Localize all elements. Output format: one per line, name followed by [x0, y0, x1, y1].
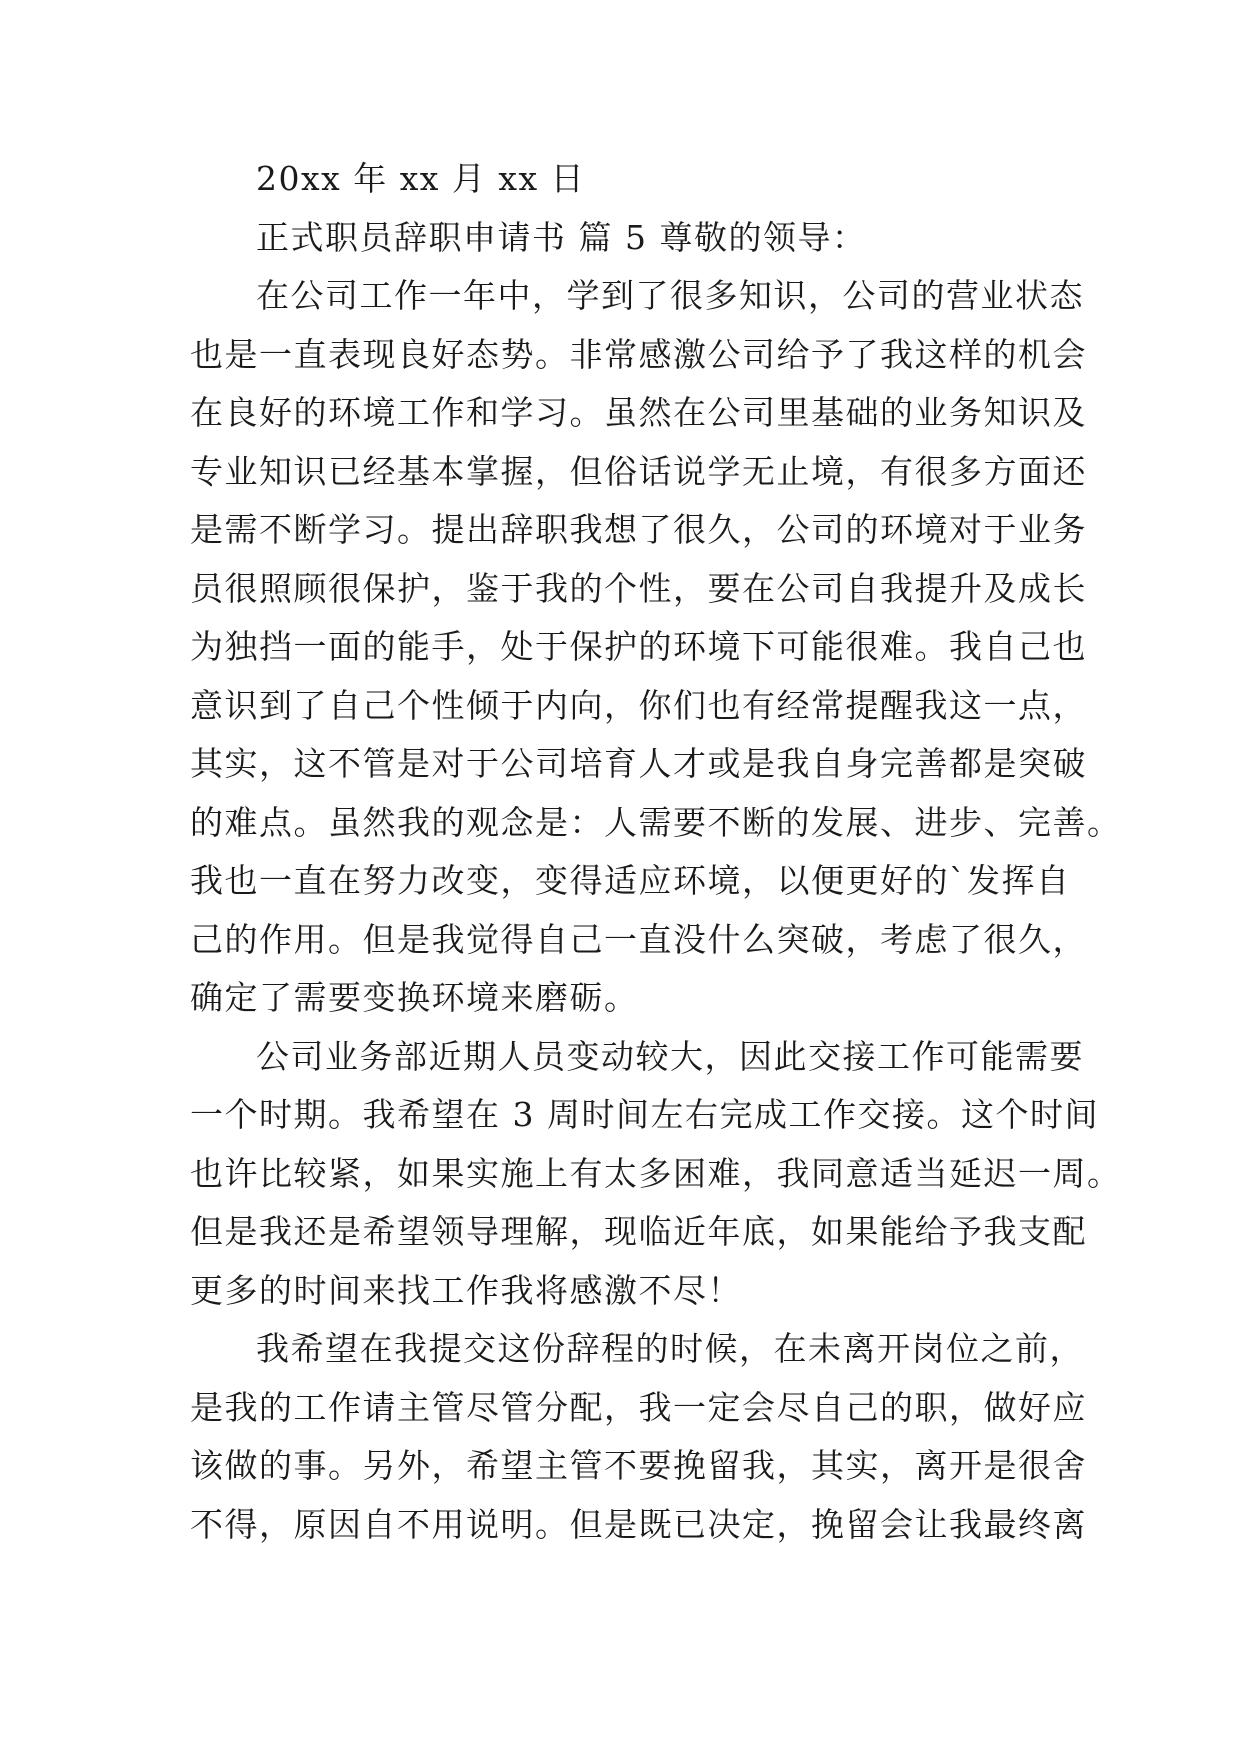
paragraph-line: 意识到了自己个性倾于内向，你们也有经常提醒我这一点， [190, 685, 1087, 725]
date-line: 20xx 年 xx 月 xx 日 [256, 159, 586, 198]
paragraph-line: 也许比较紧，如果实施上有太多困难，我同意适当延迟一周。 [190, 1153, 1122, 1193]
paragraph-2 [190, 1028, 1122, 1321]
paragraph-line: 不得，原因自不用说明。但是既已决定，挽留会让我最终离 [190, 1504, 1087, 1544]
paragraph-line: 更多的时间来找工作我将感激不尽！ [190, 1270, 742, 1310]
paragraph-line: 己的作用。但是我觉得自己一直没什么突破，考虑了很久， [190, 919, 1087, 959]
paragraph-line: 确定了需要变换环境来磨砺。 [190, 978, 639, 1017]
paragraph-3 [190, 1320, 1087, 1554]
paragraph-line: 为独挡一面的能手，处于保护的环境下可能很难。我自己也 [190, 627, 1087, 666]
paragraph-line: 其实，这不管是对于公司培育人才或是我自身完善都是突破 [190, 744, 1087, 783]
heading-line: 正式职员辞职申请书 篇 5 尊敬的领导： [256, 217, 867, 257]
paragraph-line: 专业知识已经基本掌握，但俗话说学无止境，有很多方面还 [190, 451, 1087, 491]
document-body [190, 150, 1122, 1554]
paragraph-line: 也是一直表现良好态势。非常感激公司给予了我这样的机会 [190, 334, 1087, 374]
paragraph-1 [190, 267, 1122, 1028]
paragraph-line: 公司业务部近期人员变动较大，因此交接工作可能需要 [256, 1036, 1084, 1076]
paragraph-line: 该做的事。另外，希望主管不要挽留我，其实，离开是很舍 [190, 1446, 1087, 1485]
paragraph-line: 员很照顾很保护，鉴于我的个性，要在公司自我提升及成长 [190, 568, 1087, 608]
paragraph-line: 在公司工作一年中，学到了很多知识，公司的营业状态 [256, 276, 1084, 315]
paragraph-line: 我希望在我提交这份辞程的时候，在未离开岗位之前， [256, 1329, 1084, 1368]
paragraph-line: 的难点。虽然我的观念是：人需要不断的发展、进步、完善。 [190, 802, 1122, 842]
paragraph-line: 但是我还是希望领导理解，现临近年底，如果能给予我支配 [190, 1212, 1087, 1251]
paragraph-line: 是需不断学习。提出辞职我想了很久，公司的环境对于业务 [190, 510, 1087, 549]
paragraph-line: 在良好的环境工作和学习。虽然在公司里基础的业务知识及 [190, 393, 1087, 432]
paragraph-line: 一个时期。我希望在 3 周时间左右完成工作交接。这个时间 [190, 1095, 1099, 1134]
paragraph-line: 是我的工作请主管尽管分配，我一定会尽自己的职，做好应 [190, 1387, 1087, 1427]
paragraph-line: 我也一直在努力改变，变得适应环境，以便更好的`发挥自 [190, 861, 1071, 900]
